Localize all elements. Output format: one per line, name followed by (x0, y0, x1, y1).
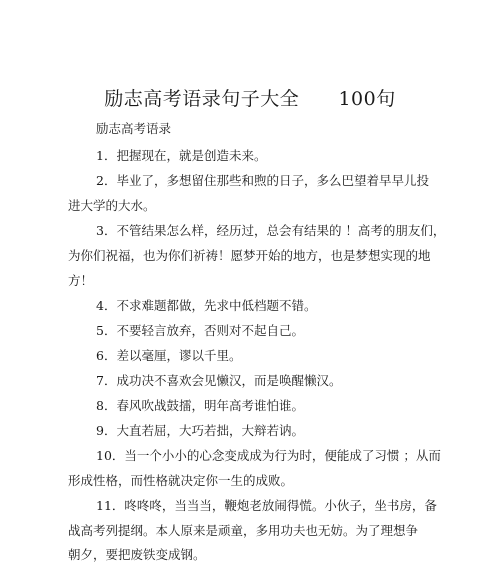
quote-line: 形成性格，而性格就决定你一生的成败。 (68, 473, 294, 488)
quote-line: 3．不管结果怎么样，经历过，总会有结果的 ！高考的朋友们， (96, 223, 446, 238)
quote-line: 11．咚咚咚，当当当，鞭炮老放闹得慌。小伙子，坐书房，备 (96, 498, 437, 513)
quote-line: 8．春风吹战鼓擂，明年高考谁怕谁。 (96, 398, 304, 413)
quote-line: 1．把握现在，就是创造未来。 (96, 148, 267, 163)
quote-line: 10．当一个小小的心念变成成为行为时，便能成了习惯 ；从而 (96, 448, 441, 463)
quote-line: 战高考列提纲。本人原来是顽童，多用功夫也无妨。为了理想争 (68, 523, 419, 538)
quote-line: 2．毕业了，多想留住那些和煦的日子，多么巴望着早早儿投 (96, 173, 429, 188)
quote-line: 9．大直若屈，大巧若拙，大辩若讷。 (96, 423, 304, 438)
quote-line: 方！ (68, 273, 94, 288)
quote-line: 为你们祝福，也为你们祈祷！愿梦开始的地方，也是梦想实现的地 (68, 248, 431, 263)
document-title: 励志高考语录句子大全 100句 (104, 88, 396, 110)
quote-line: 5．不要轻言放弃，否则对不起自己。 (96, 323, 304, 338)
quote-line: 7．成功决不喜欢会见懒汉，而是唤醒懒汉。 (96, 373, 342, 388)
quote-line: 4．不求难题都做，先求中低档题不错。 (96, 298, 317, 313)
quote-line: 进大学的大水。 (68, 198, 156, 213)
section-heading: 励志高考语录 (96, 121, 172, 136)
quote-line: 朝夕，要把废铁变成钢。 (68, 547, 206, 562)
quote-line: 6．差以毫厘，谬以千里。 (96, 348, 242, 363)
